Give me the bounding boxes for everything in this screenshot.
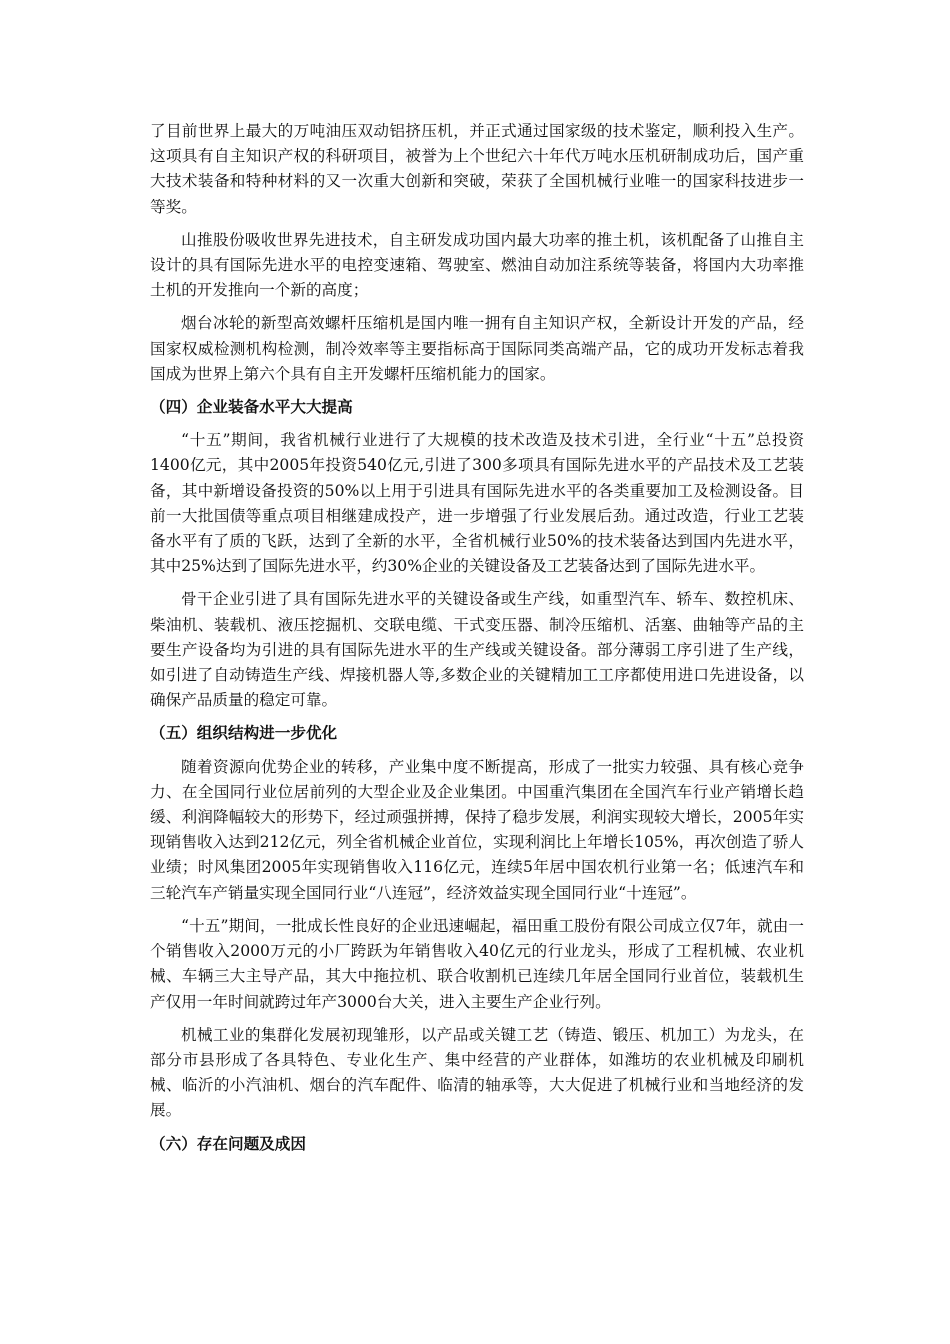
- paragraph: 随着资源向优势企业的转移，产业集中度不断提高，形成了一批实力较强、具有核心竞争力、在全国同行业位居前列的大型企业及企业集团。中国重汽集团在全国汽车行业产销增长趋缓、利润降幅较大的形势下，经过顽强拼搏，保持了稳步发展，利润实现较大增长，2005年实现销售收入达到212亿元，列全省机械企业首位，实现利润比上年增长105%，再次创造了骄人业绩；时风集团2005年实现销售收入116亿元，连续5年居中国农机行业第一名；低速汽车和三轮汽车产销量实现全国同行业“八连冠”，经济效益实现全国同行业“十连冠”。: [150, 757, 804, 902]
- paragraph: 骨干企业引进了具有国际先进水平的关键设备或生产线，如重型汽车、轿车、数控机床、柴油机、装载机、液压挖掘机、交联电缆、干式变压器、制冷压缩机、活塞、曲轴等产品的主要生产设备均为引进的具有国际先进水平的生产线或关键设备。部分薄弱工序引进了生产线，如引进了自动铸造生产线、焊接机器人等,多数企业的关键精加工工序都使用进口先进设备，以确保产品质量的稳定可靠。: [150, 590, 804, 710]
- paragraph: “十五”期间，我省机械行业进行了大规模的技术改造及技术引进，全行业“十五”总投资1400亿元，其中2005年投资540亿元,引进了300多项具有国际先进水平的产品技术及工艺装备，其中新增设备投资的50%以上用于引进具有国际先进水平的各类重要加工及检测设备。目前一大批国债等重点项目相继建成投产，进一步增强了行业发展后劲。通过改造，行业工艺装备水平有了质的飞跃，达到了全新的水平，全省机械行业50%的技术装备达到国内先进水平，其中25%达到了国际先进水平，约30%企业的关键设备及工艺装备达到了国际先进水平。: [150, 431, 804, 576]
- paragraph: 烟台冰轮的新型高效螺杆压缩机是国内唯一拥有自主知识产权，全新设计开发的产品，经国家权威检测机构检测，制冷效率等主要指标高于国际同类高端产品，它的成功开发标志着我国成为世界上第六个具有自主开发螺杆压缩机能力的国家。: [150, 314, 804, 383]
- paragraph: 山推股份吸收世界先进技术，自主研发成功国内最大功率的推土机，该机配备了山推自主设计的具有国际先进水平的电控变速箱、驾驶室、燃油自动加注系统等装备，将国内大功率推土机的开发推向一个新的高度；: [150, 230, 804, 300]
- section-heading: （四）企业装备水平大大提高: [150, 398, 353, 417]
- section-heading: （六）存在问题及成因: [150, 1134, 306, 1153]
- paragraph: 机械工业的集群化发展初现雏形，以产品或关键工艺（铸造、锻压、机加工）为龙头，在部分市县形成了各具特色、专业化生产、集中经营的产业群体，如潍坊的农业机械及印刷机械、临沂的小汽油机、烟台的汽车配件、临清的轴承等，大大促进了机械行业和当地经济的发展。: [150, 1025, 804, 1120]
- paragraph: 了目前世界上最大的万吨油压双动铝挤压机，并正式通过国家级的技术鉴定，顺利投入生产。这项具有自主知识产权的科研项目，被誉为上个世纪六十年代万吨水压机研制成功后，国产重大技术装备和特种材料的又一次重大创新和突破，荣获了全国机械行业唯一的国家科技进步一等奖。: [150, 122, 804, 216]
- paragraph: “十五”期间，一批成长性良好的企业迅速崛起，福田重工股份有限公司成立仅7年，就由一个销售收入2000万元的小厂跨跃为年销售收入40亿元的行业龙头，形成了工程机械、农业机械、车辆三大主导产品，其大中拖拉机、联合收割机已连续几年居全国同行业首位，装载机生产仅用一年时间就跨过年产3000台大关，进入主要生产企业行列。: [150, 916, 804, 1011]
- section-heading: （五）组织结构进一步优化: [150, 724, 338, 743]
- document-page: [150, 119, 804, 1165]
